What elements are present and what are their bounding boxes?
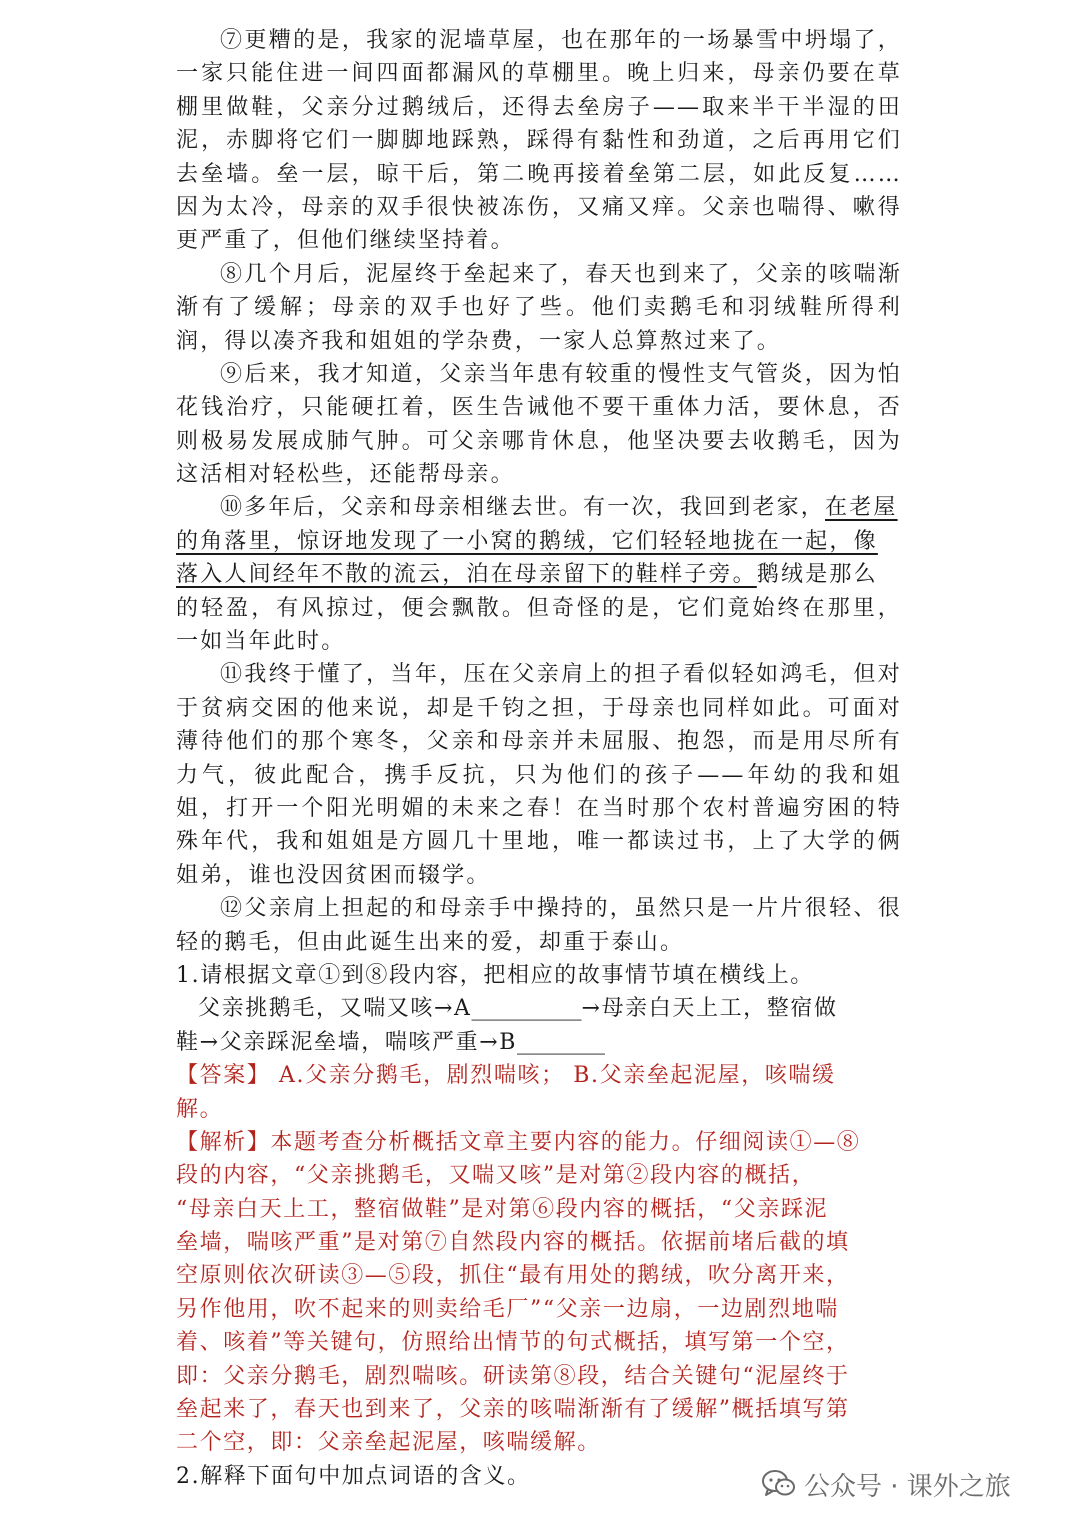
blank-a: __________: [471, 996, 582, 1022]
paragraph-12: [176, 892, 902, 959]
paragraph-8: [176, 258, 902, 358]
text-line: 一家只能住进一间四面都漏风的草棚里。晚上归来，母亲仍要在草: [176, 61, 902, 87]
plot-text: 鞋→父亲踩泥垒墙，喘咳严重→B: [176, 1029, 518, 1055]
text-line: 轻的鹅毛，但由此诞生出来的爱，却重于泰山。: [176, 929, 685, 955]
analysis-line: 二个空，即：父亲垒起泥屋，咳喘缓解。: [176, 1430, 601, 1456]
plain-text: ⑩多年后，父亲和母亲相继去世。有一次，我回到老家，: [220, 495, 826, 521]
text-line: 姐弟，谁也没因贫困而辍学。: [176, 862, 491, 888]
underlined-sentence: 落入人间经年不散的流云，泊在母亲留下的鞋样子旁。: [176, 562, 757, 588]
text-line: 更严重了，但他们继续坚持着。: [176, 228, 515, 254]
analysis-line: 垒起来了，春天也到来了，父亲的咳喘渐渐有了缓解”概括填写第: [176, 1397, 850, 1423]
text-line: 渐有了缓解；母亲的双手也好了些。他们卖鹅毛和羽绒鞋所得利: [176, 295, 902, 321]
text-line: ⑫父亲肩上担起的和母亲手中操持的，虽然只是一片片很轻、很: [220, 896, 902, 922]
text-line: 的轻盈，有风掠过，便会飘散。但奇怪的是，它们竟始终在那里，: [176, 595, 902, 621]
text-line: [176, 491, 902, 524]
paragraph-10: [176, 491, 902, 658]
text-line: 泥，赤脚将它们一脚脚地踩熟，踩得有黏性和劲道，之后再用它们: [176, 128, 902, 154]
text-line: [176, 525, 902, 558]
text-line: ⑧几个月后，泥屋终于垒起来了，春天也到来了，父亲的咳喘渐: [220, 261, 902, 287]
paragraph-7: [176, 24, 902, 258]
text-line: 一如当年此时。: [176, 629, 346, 655]
analysis-line: “母亲白天上工，整宿做鞋”是对第⑥段内容的概括，“父亲踩泥: [176, 1196, 829, 1222]
text-line: 则极易发展成肺气肿。可父亲哪肯休息，他坚决要去收鹅毛，因为: [176, 428, 902, 454]
text-line: [176, 558, 902, 591]
analysis-line: 着、咳着”等关键句，仿照给出情节的句式概括，填写第一个空，: [176, 1330, 850, 1356]
answer-text: A.父亲分鹅毛，剧烈喘咳； B.父亲垒起泥屋，咳喘缓: [270, 1063, 836, 1089]
paragraph-9: [176, 358, 902, 492]
paragraph-11: [176, 658, 902, 892]
plot-text: →母亲白天上工，整宿做: [581, 996, 838, 1022]
blank-b: ________: [517, 1029, 606, 1055]
answer-line: [176, 1059, 902, 1092]
question-1: [176, 959, 902, 1460]
plot-chain-line: [176, 1026, 902, 1059]
analysis-label: 【解析】: [176, 1129, 271, 1155]
underlined-sentence: 的角落里，惊讶地发现了一小窝的鹅绒，它们轻轻地拢在一起，像: [176, 528, 878, 554]
text-line: 因为太冷，母亲的双手很快被冻伤，又痛又痒。父亲也喘得、嗽得: [176, 194, 902, 220]
text-line: 花钱治疗，只能硬扛着，医生告诫他不要干重体力活，要休息，否: [176, 395, 902, 421]
text-line: 这活相对轻松些，还能帮母亲。: [176, 462, 515, 488]
plot-text: 父亲挑鹅毛，又喘又咳→A: [198, 996, 472, 1022]
text-line: 殊年代，我和姐姐是方圆几十里地，唯一都读过书，上了大学的俩: [176, 829, 902, 855]
plot-chain-line: [176, 992, 902, 1025]
article-page: [176, 24, 902, 1493]
text-line: 姐，打开一个阳光明媚的未来之春！在当时那个农村普遍穷困的特: [176, 795, 902, 821]
analysis-line: [176, 1126, 902, 1159]
text-line: 去垒墙。垒一层，晾干后，第二晚再接着垒第二层，如此反复……: [176, 161, 902, 187]
text-line: ⑨后来，我才知道，父亲当年患有较重的慢性支气管炎，因为怕: [220, 361, 902, 387]
analysis-line: 即：父亲分鹅毛，剧烈喘咳。研读第⑧段，结合关键句“泥屋终于: [176, 1363, 850, 1389]
analysis-line: 段的内容，“父亲挑鹅毛，又喘又咳”是对第②段内容的概括，: [176, 1163, 816, 1189]
analysis-line: 另作他用，吹不起来的则卖给毛厂”“父亲一边扇，一边剧烈地喘: [176, 1296, 839, 1322]
text-line: 润，得以凑齐我和姐姐的学杂费，一家人总算熬过来了。: [176, 328, 782, 354]
watermark: [762, 1464, 1011, 1504]
question-prompt: 1.请根据文章①到⑧段内容，把相应的故事情节填在横线上。: [176, 962, 814, 988]
wechat-icon: [762, 1470, 796, 1498]
text-line: 力气，彼此配合，携手反抗，只为他们的孩子——年幼的我和姐: [176, 762, 902, 788]
text-line: 棚里做鞋，父亲分过鹅绒后，还得去垒房子——取来半干半湿的田: [176, 94, 902, 120]
text-line: ⑪我终于懂了，当年，压在父亲肩上的担子看似轻如鸿毛，但对: [220, 662, 902, 688]
plain-text: 鹅绒是那么: [756, 562, 878, 588]
text-line: 于贫病交困的他来说，却是千钧之担，于母亲也同样如此。可面对: [176, 695, 902, 721]
analysis-text: 本题考查分析概括文章主要内容的能力。仔细阅读①—⑧: [270, 1129, 861, 1155]
text-line: 薄待他们的那个寒冬，父亲和母亲并未屈服、抱怨，而是用尽所有: [176, 729, 902, 755]
analysis-line: 空原则依次研读③—⑤段，抓住“最有用处的鹅绒，吹分离开来，: [176, 1263, 850, 1289]
watermark-text: 公众号 · 课外之旅: [804, 1471, 1011, 1502]
answer-label: 【答案】: [176, 1063, 271, 1089]
question-prompt: 2.解释下面句中加点词语的含义。: [176, 1463, 531, 1489]
answer-line: 解。: [176, 1096, 224, 1122]
analysis-line: 垒墙，喘咳严重”是对第⑦自然段内容的概括。依据前堵后截的填: [176, 1230, 850, 1256]
underlined-sentence: 在老屋: [825, 495, 898, 521]
text-line: ⑦更糟的是，我家的泥墙草屋，也在那年的一场暴雪中坍塌了，: [220, 28, 902, 53]
